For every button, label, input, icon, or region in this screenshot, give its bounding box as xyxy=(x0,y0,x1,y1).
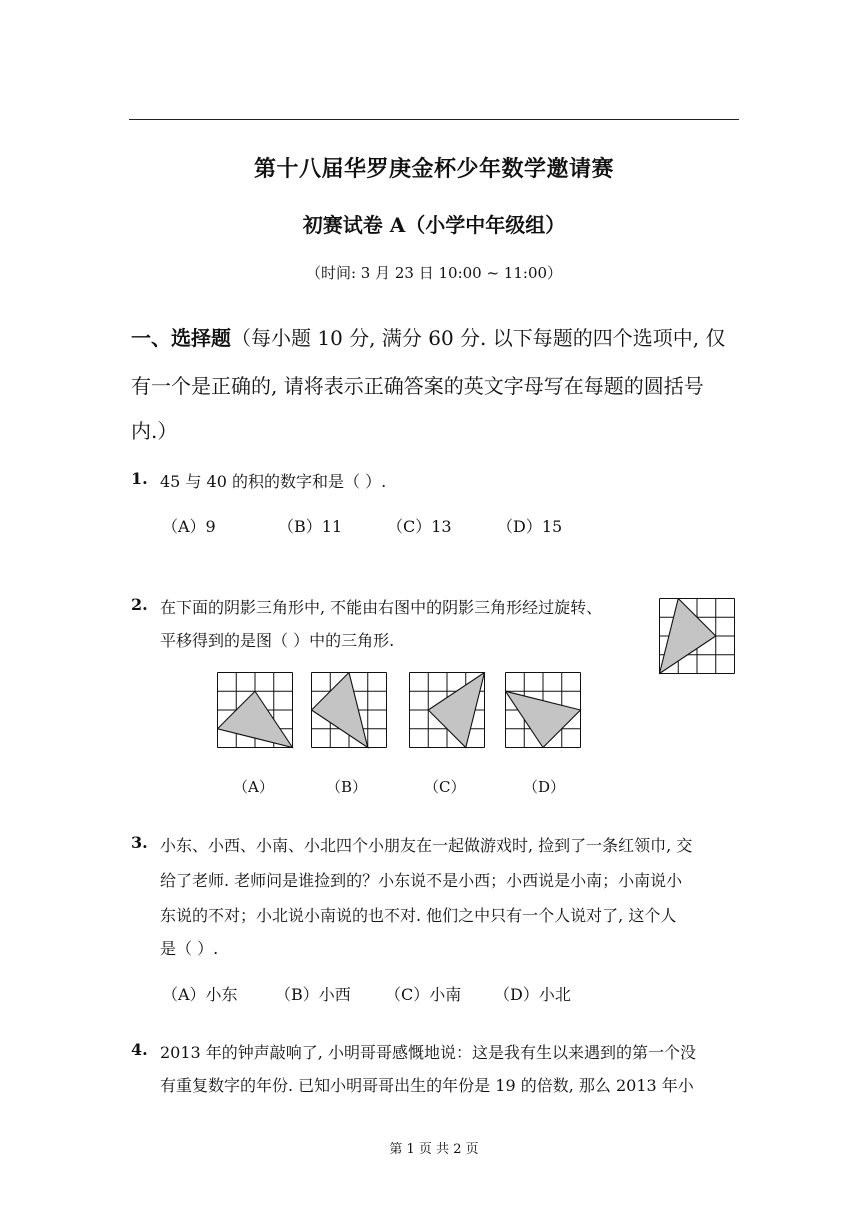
q2-figure-d xyxy=(505,672,582,749)
q2-reference-figure xyxy=(659,598,736,675)
section1-line2: 有一个是正确的, 请将表示正确答案的英文字母写在每题的圆括号 xyxy=(131,374,704,398)
q4-line2: 有重复数字的年份. 已知小明哥哥出生的年份是 19 的倍数, 那么 2013 年小 xyxy=(160,1076,694,1095)
q1-option-d: （D）15 xyxy=(497,517,563,536)
q3-option-b: （B）小西 xyxy=(275,985,351,1004)
header-rule xyxy=(129,119,739,120)
q3-option-d: （D）小北 xyxy=(494,985,571,1004)
q2-number: 2. xyxy=(131,595,148,614)
q3-line4: 是（ ）. xyxy=(160,939,219,958)
q1-option-a: （A）9 xyxy=(162,517,216,536)
exam-title: 第十八届华罗庚金杯少年数学邀请赛 xyxy=(253,156,614,182)
section1-line3: 内.） xyxy=(131,419,178,443)
page-footer: 第 1 页 共 2 页 xyxy=(389,1142,479,1157)
q2-line2: 平移得到的是图（ ）中的三角形. xyxy=(160,631,395,650)
section1-heading: 一、选择题 xyxy=(131,326,231,350)
q2-caption-c: （C） xyxy=(424,778,466,796)
q4-line1: 2013 年的钟声敲响了, 小明哥哥感慨地说：这是我有生以来遇到的第一个没 xyxy=(160,1043,696,1062)
q3-number: 3. xyxy=(131,833,148,852)
q4-number: 4. xyxy=(131,1040,148,1059)
q1-number: 1. xyxy=(131,469,148,488)
exam-subtitle: 初赛试卷 A（小学中年级组） xyxy=(302,213,566,237)
q2-line1: 在下面的阴影三角形中, 不能由右图中的阴影三角形经过旋转、 xyxy=(160,598,603,617)
q1-option-b: （B）11 xyxy=(278,517,343,536)
q2-caption-d: （D） xyxy=(523,778,566,796)
section1-text1: （每小题 10 分, 满分 60 分. 以下每题的四个选项中, 仅 xyxy=(231,326,726,350)
q3-line1: 小东、小西、小南、小北四个小朋友在一起做游戏时, 捡到了一条红领巾, 交 xyxy=(160,836,693,855)
q3-option-a: （A）小东 xyxy=(162,985,238,1004)
q2-caption-a: （A） xyxy=(233,778,274,796)
q2-caption-b: （B） xyxy=(326,778,368,796)
q3-line2: 给了老师. 老师问是谁捡到的？小东说不是小西；小西说是小南；小南说小 xyxy=(160,871,683,890)
q3-line3: 东说的不对；小北说小南说的也不对. 他们之中只有一个人说对了, 这个人 xyxy=(160,906,677,925)
section1-line1 xyxy=(131,322,725,351)
q1-option-c: （C）13 xyxy=(387,517,452,536)
q3-option-c: （C）小南 xyxy=(385,985,462,1004)
q2-figure-b xyxy=(311,672,388,749)
q2-figure-c xyxy=(409,672,486,749)
q1-text: 45 与 40 的积的数字和是（ ）. xyxy=(160,472,387,491)
q2-figure-a xyxy=(217,672,294,749)
exam-time: （时间: 3 月 23 日 10:00 ~ 11:00） xyxy=(305,264,563,282)
